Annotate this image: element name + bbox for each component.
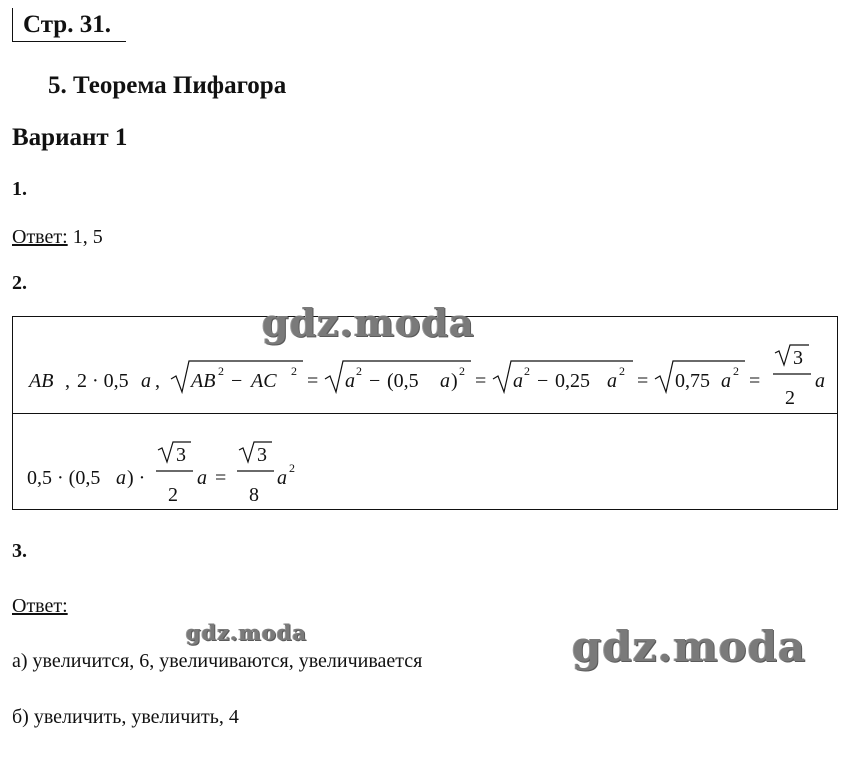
- row2-frac1-num: 3: [176, 444, 186, 466]
- solution-table: [12, 316, 838, 510]
- row2-frac2-sqrt: [239, 442, 272, 462]
- frac-den: 2: [785, 387, 795, 409]
- sqrt4-coef: 0,75: [675, 370, 710, 392]
- row2-frac1-den: 2: [168, 484, 178, 506]
- task-3-answer-label: Ответ:: [12, 595, 68, 617]
- row2-lead: 0,5 · (0,5: [27, 467, 101, 489]
- frac-sqrt-sign: [775, 345, 809, 365]
- row2-a1: a: [116, 467, 126, 489]
- watermark-small: gdz.moda: [186, 620, 308, 645]
- row2-a2: a: [197, 467, 207, 489]
- frac-num: 3: [793, 347, 803, 369]
- formula-row-2: [13, 414, 837, 510]
- sqrt2-paren-a: a: [440, 370, 450, 392]
- row2-frac1-sqrt: [158, 442, 191, 462]
- page-number: Стр. 31.: [23, 11, 111, 38]
- task-3-answer-a: а) увеличится, 6, увеличиваются, увеличивается: [12, 650, 423, 672]
- sqrt2-a-exp: 2: [356, 364, 362, 378]
- row2-a3: a: [277, 467, 287, 489]
- sqrt2-paren: (0,5: [387, 370, 419, 392]
- sqrt1-ab: AB: [191, 370, 216, 392]
- section-title: 5. Теорема Пифагора: [48, 72, 287, 99]
- sqrt3-a-exp: 2: [524, 364, 530, 378]
- sqrt2-a: a: [345, 370, 355, 392]
- sqrt2-paren-close: ): [451, 370, 458, 392]
- sqrt3-a: a: [513, 370, 523, 392]
- task-1-number: 1.: [12, 178, 27, 200]
- frac-a: a: [815, 370, 825, 392]
- a-term: a: [141, 370, 151, 392]
- watermark-right: gdz.moda: [572, 622, 807, 671]
- comma-1: ,: [65, 370, 70, 392]
- task-1-answer: [12, 226, 103, 249]
- row2-frac2-den: 8: [249, 484, 259, 506]
- sqrt1-ac-exp: 2: [291, 364, 297, 378]
- eq-1: =: [307, 370, 319, 392]
- task-1-answer-value: 1, 5: [67, 226, 103, 248]
- ab-term: AB: [29, 370, 54, 392]
- sqrt3-a2-exp: 2: [619, 364, 625, 378]
- task-2-number: 2.: [12, 272, 27, 294]
- sqrt1-minus: −: [231, 370, 243, 392]
- sqrt3-coef: 0,25: [555, 370, 590, 392]
- eq-3: =: [637, 370, 649, 392]
- task-1-answer-label: Ответ:: [12, 226, 68, 248]
- task-3-number: 3.: [12, 540, 27, 562]
- sqrt2-paren-exp: 2: [459, 364, 465, 378]
- sqrt2-minus: −: [369, 370, 381, 392]
- task-3-answer-b: б) увеличить, увеличить, 4: [12, 706, 239, 728]
- row2-frac2-num: 3: [257, 444, 267, 466]
- watermark-top: gdz.moda: [262, 300, 475, 345]
- row2-close: ) ·: [127, 467, 146, 489]
- sqrt1-ab-exp: 2: [218, 364, 224, 378]
- variant-title: Вариант 1: [12, 124, 128, 151]
- sqrt1-ac: AC: [251, 370, 277, 392]
- row2-eq: =: [215, 467, 227, 489]
- eq-2: =: [475, 370, 487, 392]
- eq-4: =: [749, 370, 761, 392]
- coef-term: 2 · 0,5: [77, 370, 129, 392]
- comma-2: ,: [155, 370, 160, 392]
- sqrt3-a2: a: [607, 370, 617, 392]
- sqrt4-a-exp: 2: [733, 364, 739, 378]
- sqrt4-a: a: [721, 370, 731, 392]
- sqrt3-minus: −: [537, 370, 549, 392]
- row2-a3-exp: 2: [289, 461, 295, 475]
- page-number-box: [12, 8, 126, 42]
